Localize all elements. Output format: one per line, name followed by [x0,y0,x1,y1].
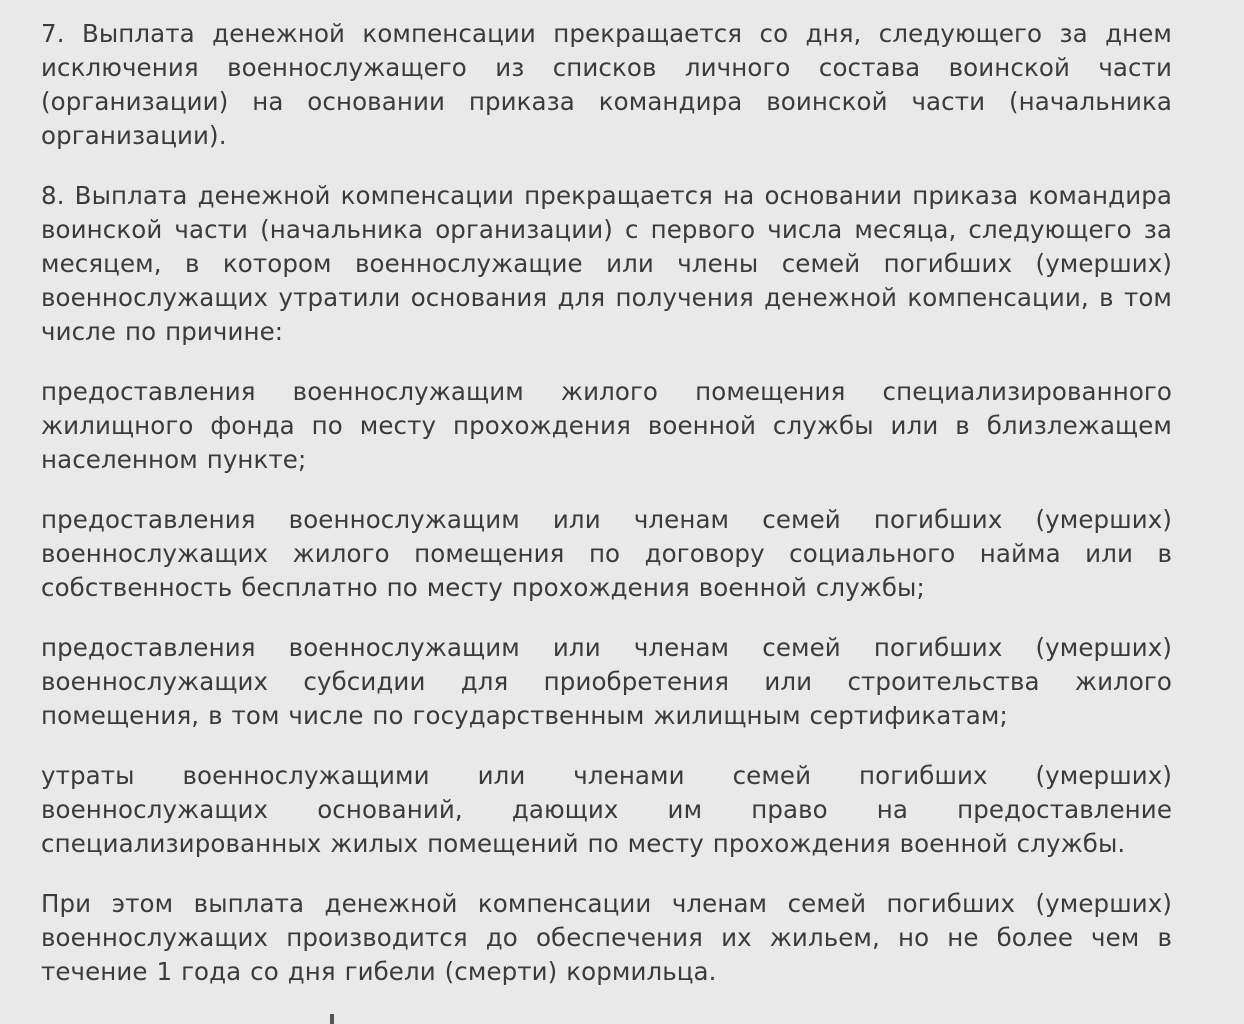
paragraph-family-compensation-limit: При этом выплата денежной компенсации членам семей погибших (умерших) военнослужащих производится до обеспечения их жильем, но не более чем в течение 1 года со дня гибели (смерти) кормильца. [41,889,1172,986]
clipped-text-fragment [330,1014,334,1024]
paragraph-7: 7. Выплата денежной компенсации прекращается со дня, следующего за днем исключения военнослужащего из списков личного состава воинской части (организации) на основании приказа командира воинской части (начальника организации). [41,19,1172,150]
document-body [41,17,1172,1015]
paragraph-reason-specialized-housing: предоставления военнослужащим жилого помещения специализированного жилищного фонда по месту прохождения военной службы или в близлежащем населенном пункте; [41,377,1172,474]
paragraph-8: 8. Выплата денежной компенсации прекращается на основании приказа командира воинской части (начальника организации) с первого числа месяца, следующего за месяцем, в котором военнослужащие или члены семей погибших (умерших) военнослужащих утратили основания для получения денежной компенсации, в том числе по причине: [41,181,1172,346]
paragraph-reason-subsidy: предоставления военнослужащим или членам семей погибших (умерших) военнослужащих субсидии для приобретения или строительства жилого помещения, в том числе по государственным жилищным сертификатам; [41,633,1172,730]
paragraph-reason-loss-of-grounds: утраты военнослужащими или членами семей погибших (умерших) военнослужащих оснований, дающих им право на предоставление специализированных жилых помещений по месту прохождения военной службы. [41,761,1172,858]
paragraph-reason-social-rent: предоставления военнослужащим или членам семей погибших (умерших) военнослужащих жилого помещения по договору социального найма или в собственность бесплатно по месту прохождения военной службы; [41,505,1172,602]
